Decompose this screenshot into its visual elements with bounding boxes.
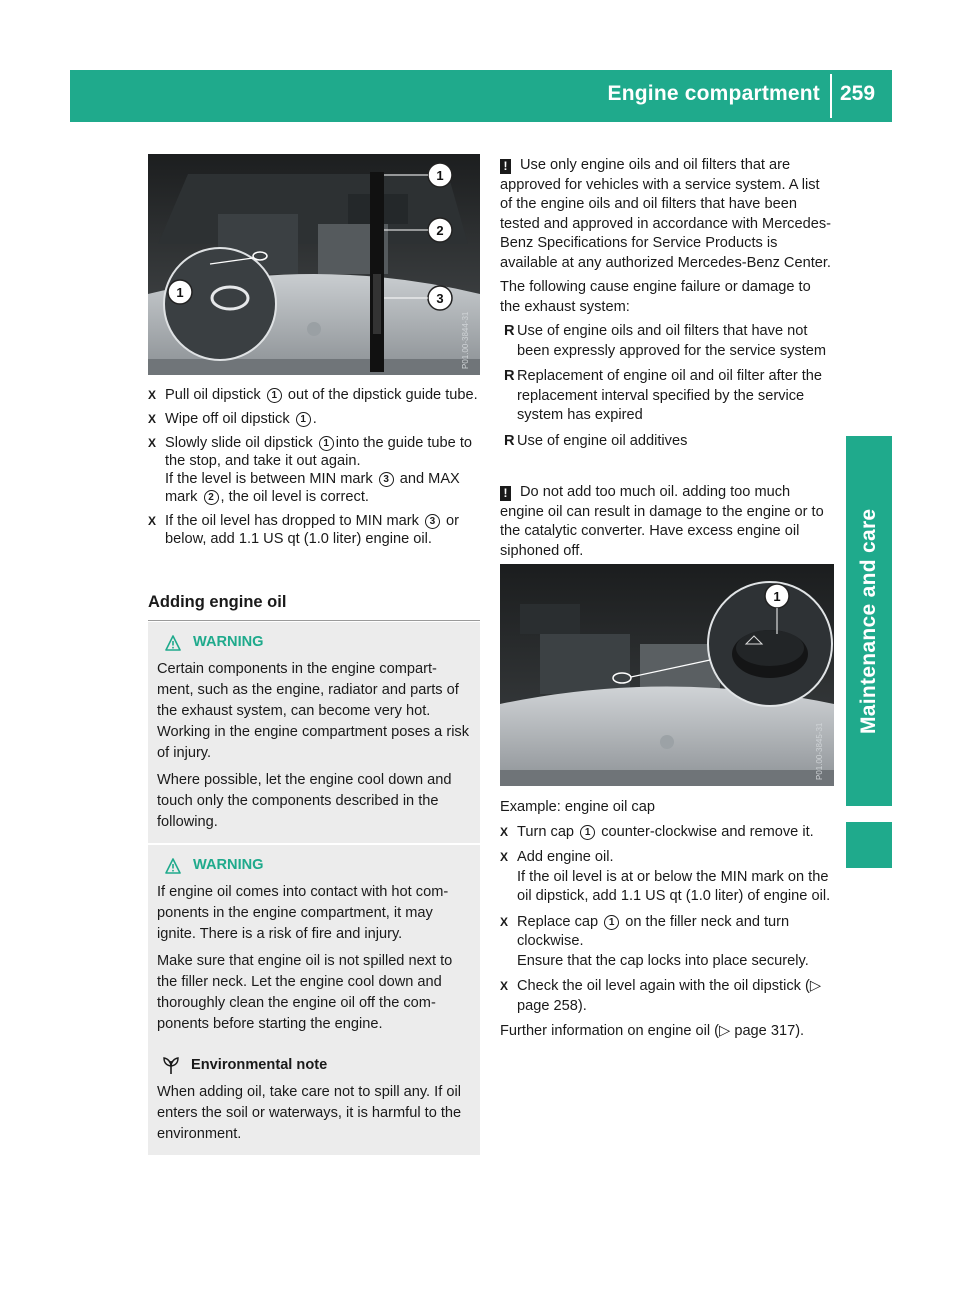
bullet-item: R Replacement of engine oil and oil filter after the replacement interval specified by the service system has expired xyxy=(504,368,823,423)
svg-text:1: 1 xyxy=(773,589,781,604)
warning-label: WARNING xyxy=(193,857,264,873)
figure-code: P01.00-3844-31 xyxy=(461,311,470,369)
page-reference-link[interactable]: page 317). xyxy=(734,1023,805,1039)
callout-3 xyxy=(428,286,452,310)
dipstick-steps xyxy=(148,386,480,554)
callout-number: 1 xyxy=(296,412,311,427)
bullet-item: R Use of engine oils and oil filters that have not been expressly approved for the service system xyxy=(504,323,827,359)
section-heading: Adding engine oil xyxy=(148,593,480,621)
page-reference-icon: ▷ xyxy=(719,1023,731,1039)
step-turn-cap: X Turn cap 1 counter-clockwise and remove it. xyxy=(500,823,834,843)
warning-triangle-icon xyxy=(165,858,181,874)
figure-code: P01.00-3845-31 xyxy=(815,722,824,780)
step-check-oil-level: X Check the oil level again with the oil dipstick (▷ page 258). xyxy=(500,978,822,1014)
environmental-note-label: Environmental note xyxy=(191,1057,328,1073)
warning-triangle-icon xyxy=(165,635,181,651)
step-replace-cap: X Replace cap 1 on the filler neck and turn clockwise. Ensure that the cap locks into place securely. xyxy=(500,913,809,969)
side-tab-label: Maintenance and care xyxy=(857,508,880,734)
arrow-icon: X xyxy=(148,388,157,402)
notice-approved-oils: ! Use only engine oils and oil filters that are approved for vehicles with a service system. A list of the engine oils and oil filters that have been tested and approved in accordance with Mercedes-Benz Specifications for Service Products is available at any authorized Mercedes-Benz Center. The following cause engine failure or damage to the exhaust system: R Use of engine oils and oil filters that have not been expressly approved for the service system R Replacement of engine oil and oil filter after the replacement interval specified by the service system has expired R Use of engine oil additives xyxy=(500,156,834,457)
arrow-icon: X xyxy=(500,914,509,929)
notice-overfill: ! Do not add too much oil. adding too much engine oil can result in damage to the engine or to the catalytic converter. Have excess engine oil siphoned off. xyxy=(500,484,824,559)
side-tab-marker xyxy=(846,822,892,868)
environmental-note-box xyxy=(148,1045,480,1155)
callout-1-inset xyxy=(168,280,192,304)
step-pull-dipstick: X Pull oil dipstick 1 out of the dipstick guide tube. xyxy=(148,387,478,403)
warning-box-hot-components xyxy=(148,622,480,843)
step-add-oil-if-low: X If the oil level has dropped to MIN mark 3 or below, add 1.1 US qt (1.0 liter) engine oil. xyxy=(148,513,459,547)
warning-box-oil-fire xyxy=(148,845,480,1045)
svg-text:1: 1 xyxy=(176,285,184,300)
arrow-icon: X xyxy=(500,979,509,993)
environmental-note-text: When adding oil, take care not to spill any. If oil enters the soil or waterways, it is harmful to the environment. xyxy=(157,1084,462,1142)
page-number: 259 xyxy=(840,82,876,105)
dipstick-figure xyxy=(148,154,480,375)
warning-text: Where possible, let the engine cool down and touch only the components described in the following. xyxy=(157,772,452,830)
callout-number: 1 xyxy=(580,825,595,840)
callout-number: 1 xyxy=(319,436,334,451)
callout-2 xyxy=(428,218,452,242)
page-reference-icon: ▷ xyxy=(809,978,822,994)
further-information: Further information on engine oil (▷ page 317). xyxy=(500,1023,805,1039)
callout-number: 1 xyxy=(267,388,282,403)
page-title: Engine compartment xyxy=(607,82,820,105)
warning-label: WARNING xyxy=(193,634,264,650)
step-slide-dipstick: X Slowly slide oil dipstick 1 into the guide tube to the stop, and take it out again. If the level is between MIN mark 3 and MAX mark 2 , the oil level is correct. xyxy=(148,435,473,505)
svg-text:2: 2 xyxy=(436,223,444,238)
arrow-icon: X xyxy=(148,514,157,528)
step-wipe-dipstick: X Wipe off oil dipstick 1 . xyxy=(148,411,317,427)
callout-number: 1 xyxy=(604,915,619,930)
environment-plant-icon xyxy=(163,1057,179,1075)
callout-1 xyxy=(765,584,789,608)
bullet-item: R Use of engine oil additives xyxy=(504,432,688,449)
header-divider xyxy=(830,74,832,118)
callout-number: 3 xyxy=(379,472,394,487)
arrow-icon: X xyxy=(148,436,157,450)
oil-cap-steps xyxy=(500,798,834,1047)
page-reference-link[interactable]: page 258). xyxy=(517,997,587,1014)
warning-text: Make sure that engine oil is not spilled next to the filler neck. Let the engine cool down and thoroughly clean the engine oil off the com-ponents before starting the engine. xyxy=(157,953,453,1032)
warning-text: If engine oil comes into contact with hot com-ponents in the engine compartment, it may ignite. There is a risk of fire and injury. xyxy=(157,884,449,942)
svg-text:3: 3 xyxy=(436,291,444,306)
svg-text:1: 1 xyxy=(436,168,444,183)
arrow-icon: X xyxy=(500,850,509,864)
warning-text: Certain components in the engine compart-ment, such as the engine, radiator and parts of the exhaust system, can become very hot. Working in the engine compartment poses a risk of injury. xyxy=(157,661,470,761)
step-add-engine-oil: X Add engine oil. If the oil level is at or below the MIN mark on the oil dipstick, add 1.1 US qt (1.0 liter) of engine oil. xyxy=(500,849,831,904)
arrow-icon: X xyxy=(500,824,509,839)
notice-icon: ! xyxy=(500,159,511,174)
oil-cap-figure xyxy=(500,564,834,786)
callout-number: 2 xyxy=(204,490,219,505)
notice-icon: ! xyxy=(500,486,511,501)
callout-number: 3 xyxy=(425,514,440,529)
callout-1-top xyxy=(428,163,452,187)
arrow-icon: X xyxy=(148,412,157,426)
figure-caption: Example: engine oil cap xyxy=(500,799,655,815)
